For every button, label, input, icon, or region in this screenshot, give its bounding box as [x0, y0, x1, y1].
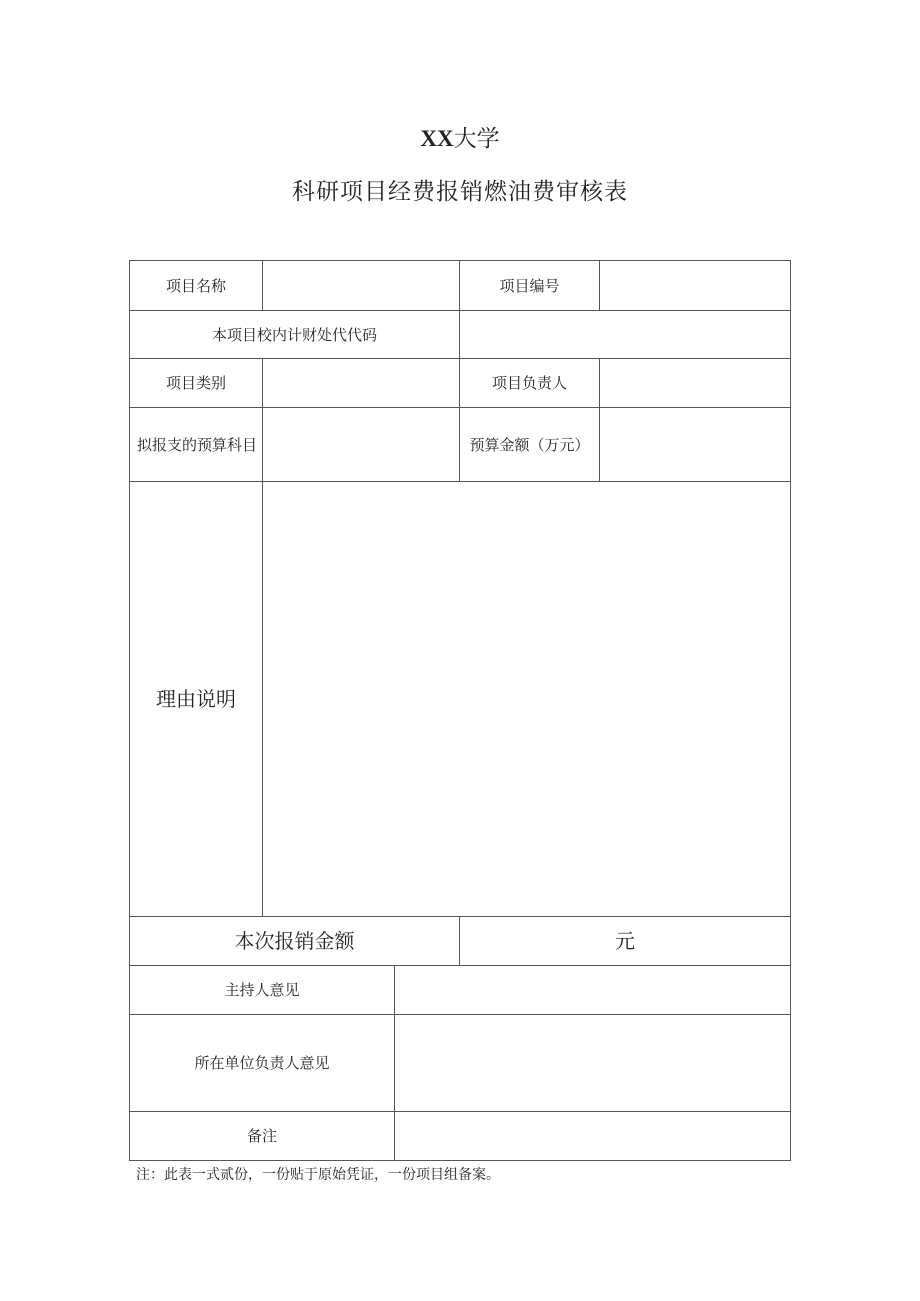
project-number-label: 项目编号 [499, 276, 560, 295]
unit-leader-opinion-field[interactable] [395, 1015, 790, 1111]
reimbursement-amount-label: 本次报销金额 [234, 929, 355, 953]
reason-field[interactable] [263, 482, 790, 916]
host-opinion-field[interactable] [395, 966, 790, 1014]
project-name-label: 项目名称 [165, 276, 226, 295]
project-leader-label: 项目负责人 [491, 374, 567, 392]
remarks-label: 备注 [246, 1127, 277, 1145]
budget-amount-field[interactable] [600, 408, 790, 481]
project-leader-field[interactable] [600, 359, 790, 407]
reason-label: 理由说明 [156, 687, 236, 711]
reimbursement-amount-field[interactable]: 元 [615, 929, 635, 953]
host-opinion-label: 主持人意见 [224, 981, 300, 999]
university-title [0, 120, 920, 153]
footer-note: 注：此表一式贰份，一份贴于原始凭证，一份项目组备案。 [136, 1167, 500, 1183]
project-number-field[interactable] [600, 261, 790, 310]
project-category-field[interactable] [263, 359, 459, 407]
budget-subject-field[interactable] [263, 408, 459, 481]
budget-subject-label: 拟报支的预算科目 [136, 435, 257, 454]
audit-form-table [129, 260, 791, 1161]
remarks-field[interactable] [395, 1112, 790, 1160]
project-category-label: 项目类别 [165, 374, 226, 392]
project-name-field[interactable] [263, 261, 459, 310]
internal-code-field[interactable] [460, 311, 790, 358]
university-suffix: 大学 [453, 126, 500, 152]
university-prefix: XX [420, 126, 454, 151]
form-title: 科研项目经费报销燃油费审核表 [292, 179, 628, 205]
unit-leader-opinion-label: 所在单位负责人意见 [194, 1054, 330, 1072]
budget-amount-label: 预算金额（万元） [469, 435, 590, 454]
internal-code-label: 本项目校内计财处代代码 [211, 325, 377, 344]
